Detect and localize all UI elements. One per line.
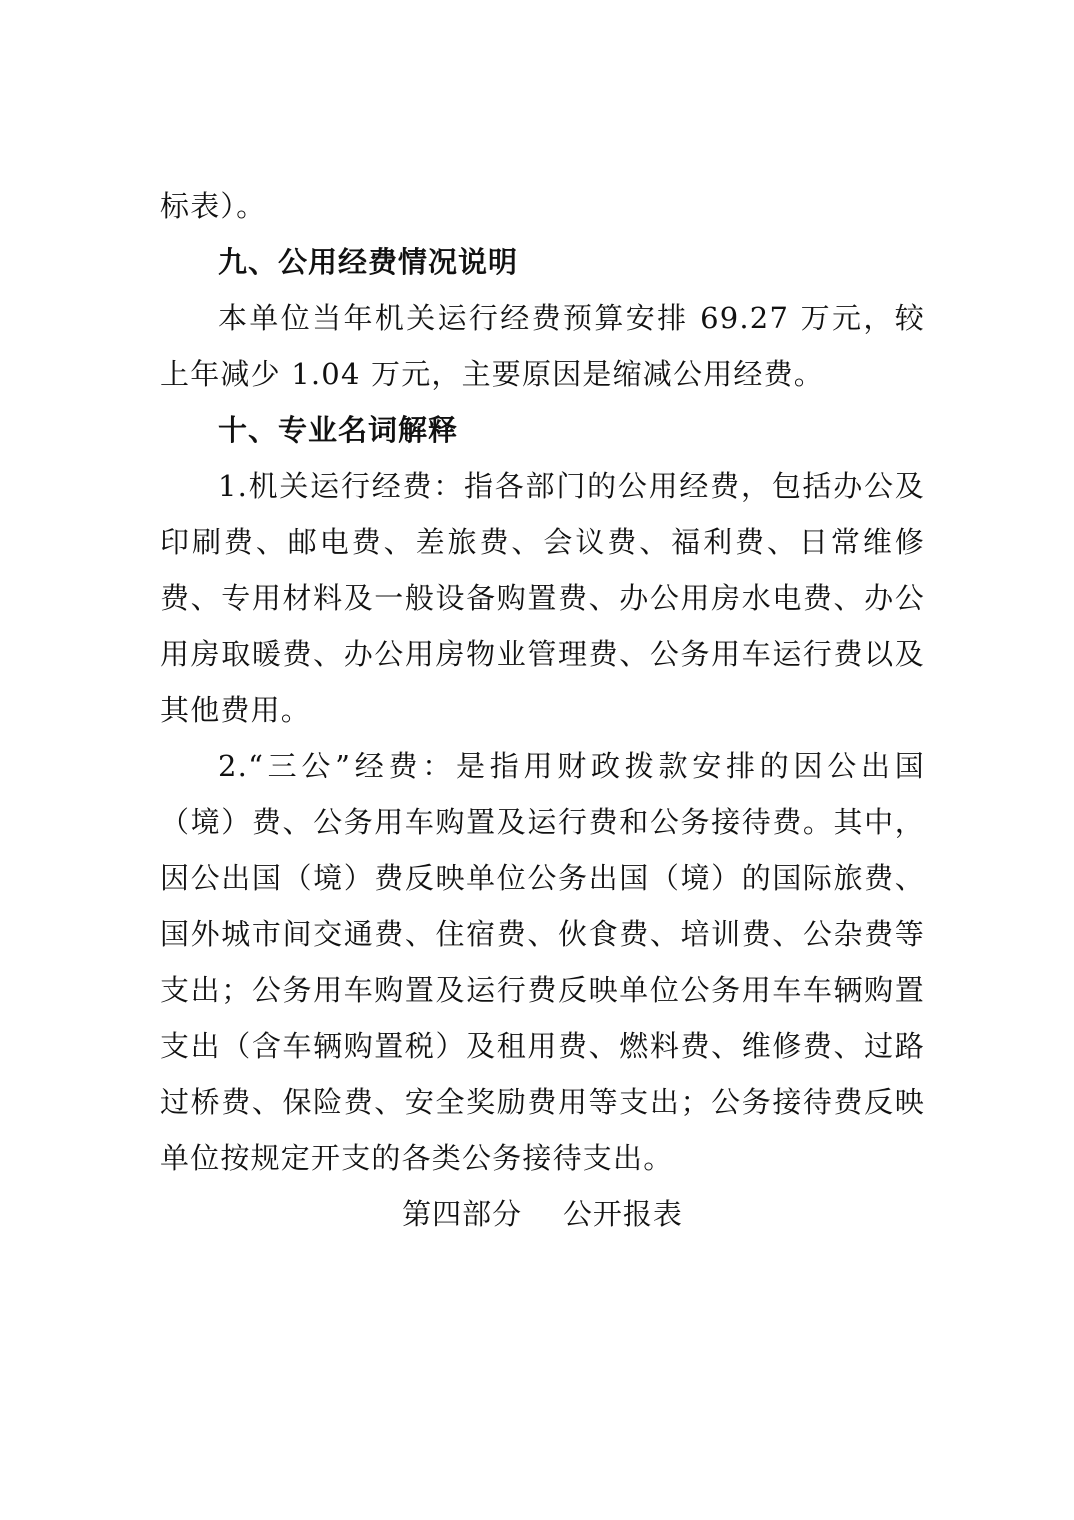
document-body [160,178,925,1242]
definition-item-1: 1.机关运行经费：指各部门的公用经费，包括办公及印刷费、邮电费、差旅费、会议费、福利费、日常维修费、专用材料及一般设备购置费、办公用房水电费、办公用房取暖费、办公用房物业管理费、公务用车运行费以及其他费用。 [160,469,925,727]
section-9-paragraph: 本单位当年机关运行经费预算安排 69.27 万元，较上年减少 1.04 万元，主要原因是缩减公用经费。 [160,301,925,391]
section-9-heading: 九、公用经费情况说明 [218,245,519,279]
section-10-heading: 十、专业名词解释 [218,413,459,447]
definition-item-2: 2.“三公”经费：是指用财政拨款安排的因公出国（境）费、公务用车购置及运行费和公务接待费。其中，因公出国（境）费反映单位公务出国（境）的国际旅费、国外城市间交通费、住宿费、伙食费、培训费、公杂费等支出；公务用车购置及运行费反映单位公务用车车辆购置支出（含车辆购置税）及租用费、燃料费、维修费、过路过桥费、保险费、安全奖励费用等支出；公务接待费反映单位按规定开支的各类公务接待支出。 [160,749,925,1175]
continuation-text: 标表）。 [160,189,267,223]
part-4-title: 第四部分 公开报表 [402,1197,683,1231]
